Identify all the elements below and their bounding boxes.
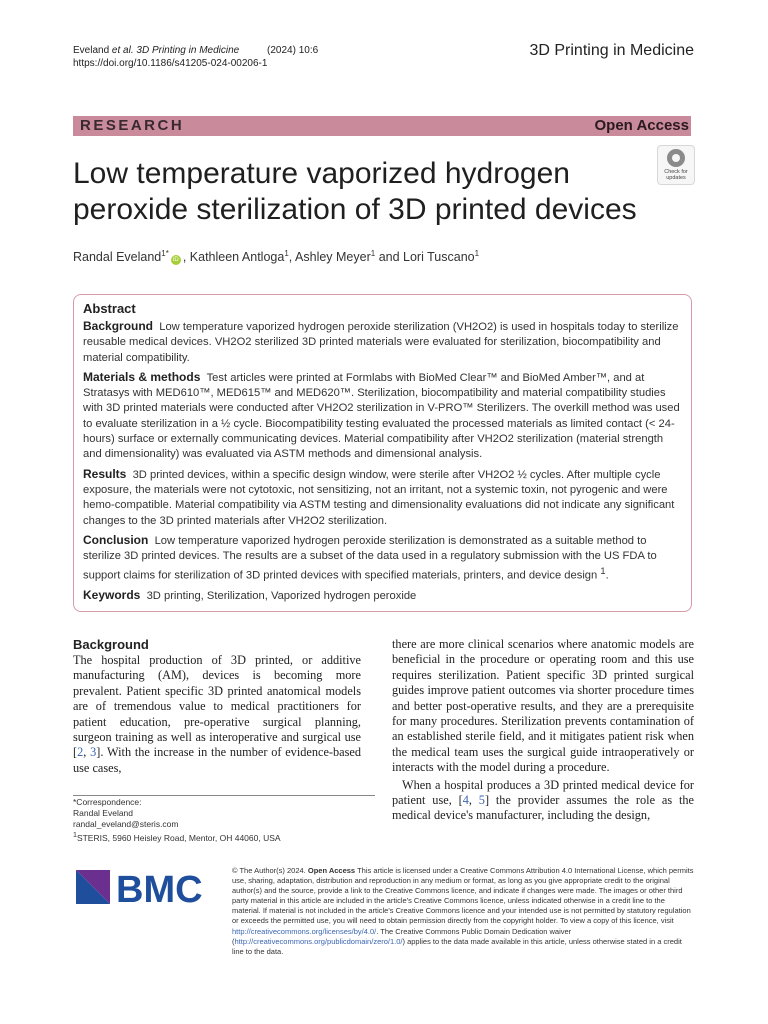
orcid-icon[interactable]: iD [171,255,181,265]
author-affil-sup: 1 [284,249,289,258]
citation-journal: 3D Printing in Medicine [136,45,240,56]
bmc-logo-text: BMC [116,869,203,908]
correspondence-label: *Correspondence: [73,797,142,807]
check-for-updates-badge[interactable] [657,145,695,185]
citation-ref[interactable]: 4 [462,793,469,808]
citation-ref[interactable]: 2 [77,745,84,760]
abstract-title: Abstract [83,301,136,316]
correspondence-footnote [73,797,281,844]
journal-name: 3D Printing in Medicine [529,42,694,59]
article-title: Low temperature vaporized hydrogen peroxide sterilization of 3D printed devices [73,157,637,226]
citation-year-volume: (2024) 10:6 [267,45,319,56]
license-open-access: Open Access [307,866,356,875]
author-affil-sup: 1 [474,249,480,258]
correspondence-email[interactable]: randal_eveland@steris.com [73,819,179,829]
abstract-background [83,319,682,366]
abstract-keywords [83,588,682,604]
license-text: © The Author(s) 2024. Open Access This article is licensed under a Creative Commons Attribution 4.0 International License, which permits use, sharing, adaptation, distribution and reproduction in any medium or format, as long as you give appropriate credit to the original author(s) and the source, provide a link to the Creative Commons licence, and indicate if changes were made. The images or other third party material in this article are included in the article's Creative Commons licence, unless indicated otherwise in a credit line to the material. If material is not included in the article's Creative Commons licence and your intended use is not permitted by statutory regulation or exceeds the permitted use, you will need to obtain permission directly from the copyright holder. To view a copy of this licence, visit http://creativecommons.org/licenses/by/4.0/. The Creative Commons Public Domain Dedication waiver (http://creativecommons.org/publicdomain/zero/1.0/) applies to the data made available in this article, unless otherwise stated in a credit line to the data. [232,866,694,956]
body-paragraph: When a hospital produces a 3D printed medical device for patient use, [4, 5] the provider assumes the role as the medical device's manufacturer, including the design, [392,777,694,823]
author-name[interactable]: Kathleen Antloga [189,250,285,265]
abstract-results [83,467,682,529]
author-affil-sup: 1 [370,249,376,258]
badge-line1: Check for [664,169,688,175]
affiliation: $^1$STERIS, 5960 Heisley Road, Mentor, OH 44060, USA [73,831,281,843]
abstract-conclusion-ref[interactable]: 1 [600,566,606,577]
author-name[interactable]: Lori Tuscano [403,250,475,265]
footnote-divider [73,795,375,796]
citation-ref[interactable]: 3 [90,745,97,760]
bmc-logo [76,868,216,908]
abstract-methods-text: Test articles were printed at Formlabs with BioMed Clear™ and BioMed Amber™, and at Stratasys with MED610™, MED615™ and MED620™. Sterilization, biocompatibility and material compatibility studies with 3D printed materials were conducted after VH2O2 sterilization in V-PRO™ Sterilizers. The overkill method was used to evaluate sterilization in a ½ cycle. Biocompatibility testing evaluated the processed materials as limited contact (< 24-hours) surface or externally communicating devices. Material compatibility after VH2O2 sterilization (material strength and dimensionality) was evaluated via ASTM methods and dimensional analysis. [83,371,680,461]
body-paragraph: there are more clinical scenarios where anatomic models are beneficial in the procedure or operating room and this use requires sterilization. Patient specific 3D printed surgical guides improve patient outcomes via shorter procedure times and better post-operative results, and they are a prerequisite for many procedures. Sterilization prevents contamination of an established sterile field, and it mitigates patient risk when the medical team uses the surgical guide intraoperatively or interacts with the model during a procedure. [392,637,694,775]
author-name[interactable]: Ashley Meyer [295,250,371,265]
abstract-box [73,294,692,612]
keywords-text: 3D printing, Sterilization, Vaporized hydrogen peroxide [146,590,417,603]
citation-author: Eveland [73,45,110,56]
body-column-left [73,637,361,776]
keywords-label: Keywords [83,588,141,603]
open-access-label: Open Access [594,117,689,134]
abstract-methods-label: Materials & methods [83,369,201,384]
public-domain-link[interactable]: http://creativecommons.org/publicdomain/zero/1.0/ [234,936,403,946]
body-column-right [392,637,694,824]
body-paragraph: The hospital production of 3D printed, or additive manufacturing (AM), devices is becoming more prevalent. Patient specific 3D printed anatomical models are of tremendous value to medical practitioners for patient education, pre-operative surgical planning, surgeon training as well as interoperative and surgical use [2, 3]. With the increase in the number of evidence-based use cases, [73,653,361,775]
doi-link[interactable]: https://doi.org/10.1186/s41205-024-00206-1 [73,58,268,69]
abstract-results-text: 3D printed devices, within a specific design window, were sterile after VH2O2 ½ cycles. After multiple cycle exposure, the materials were not cytotoxic, not sensitizing, not an irritant, not a systemic toxin, not pyrogenic and were hemo-compatible. Material compatibility via ASTM testing and dimensionality evaluations did not indicate any significant changes to the 3D printed materials after VH2O2 sterilization. [83,468,675,527]
correspondence-name: Randal Eveland [73,808,134,818]
abstract-conclusion: Conclusion Low temperature vaporized hydrogen peroxide sterilization is demonstrated as a suitable method to sterilize 3D printed devices. The results are a subset of the data used in a regulatory submission with the US FDA to support claims for sterilization of 3D printed devices with specified materials, printers, and device design $^1$. [83,532,657,583]
article-type-label: RESEARCH [80,117,185,134]
citation-line [73,44,318,57]
abstract-methods [83,370,682,463]
author-affil-sup: 1* [161,249,169,258]
abstract-conclusion-label: Conclusion [83,532,149,547]
author-list: Randal Eveland$^{1*}$iD , Kathleen Antloga$^1$, Ashley Meyer$^1$ and Lori Tuscano$^1$ [73,249,480,265]
section-heading-background: Background [73,637,149,652]
citation-header [73,44,318,70]
abstract-background-text: Low temperature vaporized hydrogen peroxide sterilization (VH2O2) is used in hospitals today to sterilize reusable medical devices. VH2O2 sterilized 3D printed materials were evaluated for sterilization, biocompatibility and material compatibility. [83,321,679,364]
abstract-background-label: Background [83,319,154,333]
check-updates-icon [667,149,685,167]
license-link[interactable]: http://creativecommons.org/licenses/by/4.0/ [232,926,377,936]
badge-line2: updates [666,175,686,181]
author-name[interactable]: Randal Eveland [73,250,162,265]
citation-ref[interactable]: 5 [478,793,485,808]
abstract-results-label: Results [83,466,127,481]
abstract-conclusion-text: Low temperature vaporized hydrogen peroxide sterilization is demonstrated as a suitable method to sterilize 3D printed devices. The results are a subset of the data used in a regulatory submission with the US FDA to support claims for sterilization of 3D printed devices with specified materials, printers, and device design [83,534,657,583]
citation-etal: et al. [111,45,134,56]
